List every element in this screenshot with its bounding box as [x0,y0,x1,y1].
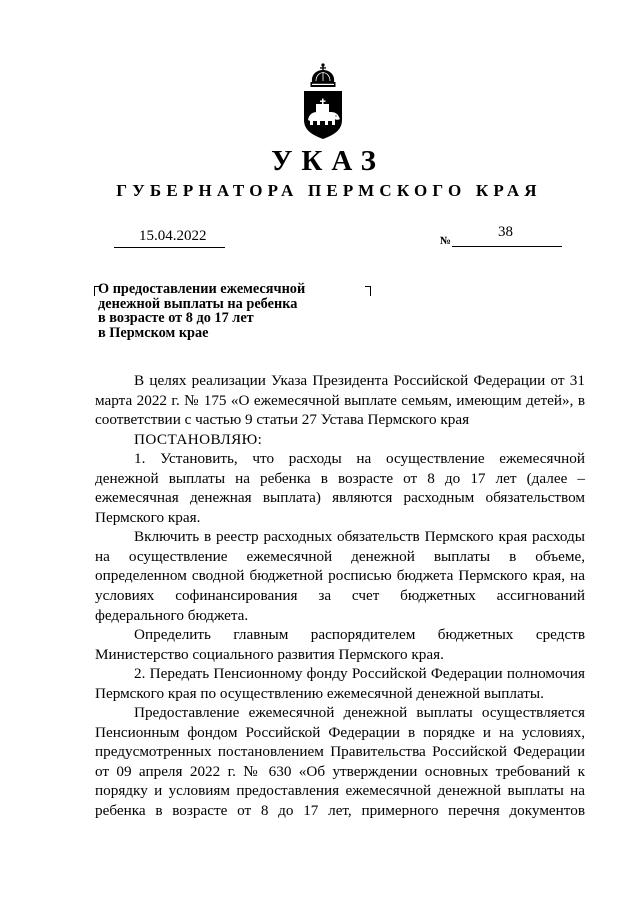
preamble-paragraph: В целях реализации Указа Президента Российской Федерации от 31 марта 2022 г. № 175 «О ежемесячной выплате семьям, имеющим детей», в соответствии с частью 9 статьи 27 Устава Пермского края [95,372,585,429]
date-underline [114,247,225,248]
body-paragraph: Определить главным распорядителем бюджетных средств Министерство социального развития Пермского края. [95,626,585,663]
subject-line: в возрасте от 8 до 17 лет [98,310,254,326]
document-date: 15.04.2022 [139,228,207,244]
subject-line: денежной выплаты на ребенка [98,295,298,312]
body-paragraph: Включить в реестр расходных обязательств Пермского края расходы на осуществление ежемесячной денежной выплаты в объеме, определенном сводной бюджетной росписью бюджета Пермского края, на условиях софинансирования за счет бюджетных ассигнований федерального бюджета. [95,528,585,624]
perm-krai-coat-of-arms-icon [298,62,348,142]
document-number: 38 [498,224,513,240]
document-type-title: УКАЗ [271,145,385,177]
number-underline [452,246,562,247]
subject-line: в Пермском крае [98,324,209,341]
body-paragraph: 1. Установить, что расходы на осуществление ежемесячной денежной выплаты на ребенка в возрасте от 8 до 17 лет (далее – ежемесячная денежная выплата) являются расходным обязательством Пермского края. [95,450,585,526]
body-paragraph: Предоставление ежемесячной денежной выплаты осуществляется Пенсионным фондом Российской Федерации в порядке и на условиях, предусмотренных постановлением Правительства Российской Федерации от 09 апреля 2022 г. № 630 «Об утверждении основных требований к порядку и условиям предоставления ежемесячной денежной выплаты на ребенка в возрасте от 8 до 17 лет, примерного перечня документов [95,704,585,820]
number-sign: № [440,235,452,247]
subject-corner-right [365,286,371,296]
document-body [95,371,585,821]
issuer-title: ГУБЕРНАТОРА ПЕРМСКОГО КРАЯ [116,181,542,200]
subject-line: О предоставлении ежемесячной [98,281,306,297]
decree-word: ПОСТАНОВЛЯЮ: [134,430,263,448]
body-paragraph: 2. Передать Пенсионному фонду Российской Федерации полномочия Пермского края по осуществлению ежемесячной денежной выплаты. [95,665,585,702]
document-subject [98,282,305,340]
